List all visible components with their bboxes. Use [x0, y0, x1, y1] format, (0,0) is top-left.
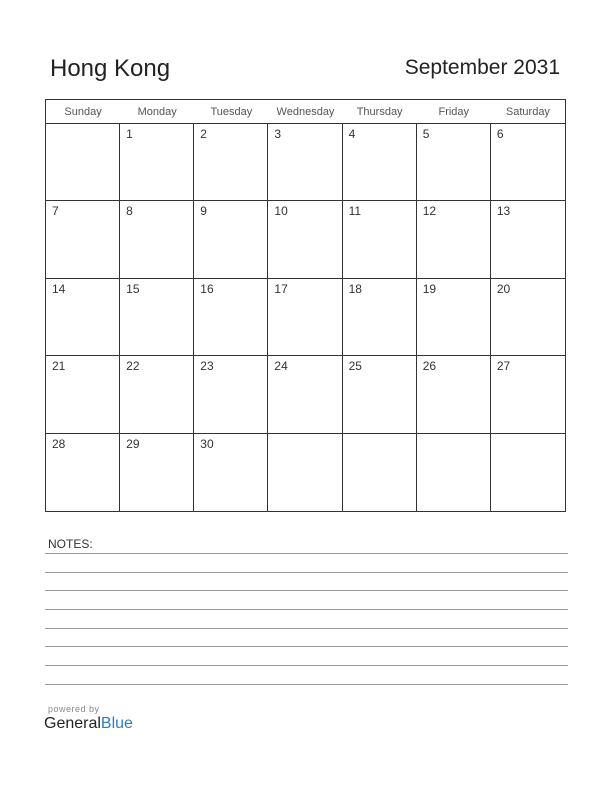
- day-number: 7: [52, 204, 59, 219]
- brand-logo: [44, 715, 133, 733]
- day-cell: [491, 279, 565, 356]
- day-cell: [417, 279, 491, 356]
- day-number: 20: [496, 281, 511, 296]
- day-cell: [194, 124, 268, 201]
- day-cell: [343, 279, 417, 356]
- day-number: 28: [52, 436, 66, 451]
- day-number: 14: [52, 281, 66, 296]
- day-number: 6: [496, 127, 504, 141]
- weekday-header-row: [46, 100, 565, 124]
- day-number: 2: [200, 127, 207, 141]
- day-number: 23: [200, 359, 214, 374]
- notes-line: [45, 590, 568, 591]
- day-cell: [120, 124, 194, 201]
- day-number: 1: [126, 127, 133, 141]
- notes-line: [45, 684, 568, 685]
- weekday-header-tuesday: Tuesday: [210, 106, 253, 118]
- day-number: 24: [274, 359, 288, 374]
- day-cell: [46, 279, 120, 356]
- day-number: 10: [274, 204, 288, 219]
- calendar-weeks: [46, 124, 565, 511]
- day-number: 29: [126, 436, 140, 451]
- weekday-header-sunday: Sunday: [64, 106, 102, 118]
- notes-line: [45, 609, 568, 610]
- weekday-header-thursday: Thursday: [356, 106, 403, 118]
- day-number: 9: [200, 204, 207, 219]
- day-number: 19: [422, 281, 437, 296]
- day-cell: [46, 356, 120, 433]
- day-cell: [268, 356, 342, 433]
- page-title-country: Hong Kong: [50, 55, 171, 82]
- page-title-month: September 2031: [404, 56, 560, 79]
- weekday-header-monday: Monday: [137, 106, 177, 118]
- day-number: 13: [496, 204, 511, 219]
- day-number: 22: [126, 359, 140, 374]
- day-cell: [343, 124, 417, 201]
- brand-general: General: [44, 715, 101, 732]
- notes-line: [45, 572, 568, 573]
- brand-blue: Blue: [100, 715, 133, 732]
- day-cell: [120, 279, 194, 356]
- day-number: 18: [348, 281, 362, 296]
- day-cell: [343, 356, 417, 433]
- day-number: 26: [422, 359, 437, 374]
- day-cell: [120, 201, 194, 278]
- calendar-grid: [45, 99, 566, 512]
- day-number: 27: [496, 359, 511, 374]
- notes-line: [45, 665, 568, 666]
- day-cell: [194, 434, 268, 511]
- day-cell: [46, 434, 120, 511]
- weekday-header-friday: Friday: [438, 106, 470, 118]
- day-cell: [343, 434, 417, 511]
- day-cell: [417, 356, 491, 433]
- day-cell: [491, 201, 565, 278]
- day-cell: [268, 279, 342, 356]
- notes-line: [45, 628, 568, 629]
- day-number: 17: [274, 281, 288, 296]
- day-cell: [268, 201, 342, 278]
- day-number: 5: [422, 127, 430, 141]
- day-number: 12: [422, 204, 437, 219]
- notes-label: NOTES:: [48, 537, 93, 551]
- day-cell: [120, 434, 194, 511]
- day-cell: [46, 201, 120, 278]
- day-number: 11: [348, 204, 362, 219]
- day-number: 16: [200, 281, 214, 296]
- footer-logo: [44, 704, 133, 733]
- day-cell: [491, 124, 565, 201]
- day-cell: [194, 356, 268, 433]
- day-cell: [194, 201, 268, 278]
- day-number: 25: [348, 359, 362, 374]
- day-cell: [417, 201, 491, 278]
- day-cell: [268, 434, 342, 511]
- weekday-header-wednesday: Wednesday: [276, 106, 335, 118]
- day-cell: [491, 356, 565, 433]
- day-cell: [46, 124, 120, 201]
- day-number: 30: [200, 436, 214, 451]
- day-number: 15: [126, 281, 140, 296]
- powered-by-text: powered by: [48, 704, 100, 714]
- notes-line: [45, 646, 568, 647]
- day-cell: [120, 356, 194, 433]
- day-cell: [417, 434, 491, 511]
- day-cell: [491, 434, 565, 511]
- day-cell: [194, 279, 268, 356]
- day-cell: [268, 124, 342, 201]
- day-number: 8: [126, 204, 133, 219]
- day-number: 4: [348, 127, 356, 141]
- day-number: 21: [52, 359, 66, 374]
- day-number: 3: [274, 127, 282, 141]
- notes-line: [45, 553, 568, 554]
- weekday-header-saturday: Saturday: [505, 106, 550, 118]
- day-cell: [417, 124, 491, 201]
- day-cell: [343, 201, 417, 278]
